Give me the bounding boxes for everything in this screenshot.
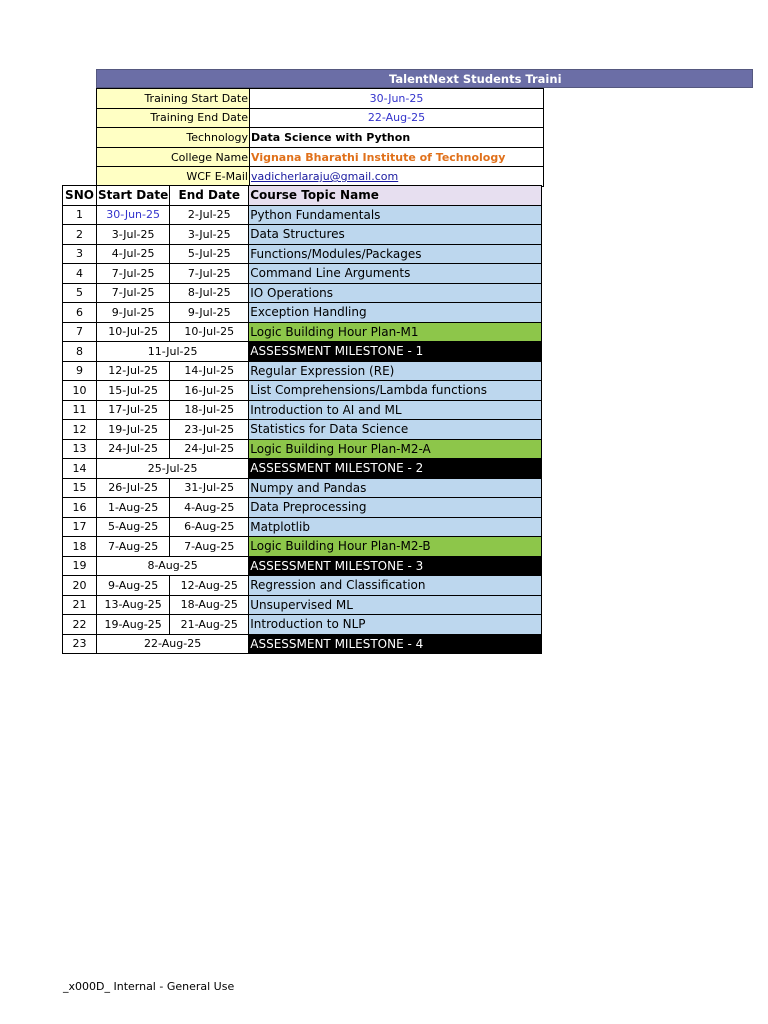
row-start-date: 26-Jul-25 xyxy=(97,478,170,498)
row-end-date: 8-Jul-25 xyxy=(170,283,249,303)
row-end-date: 12-Aug-25 xyxy=(170,576,249,596)
row-course-topic: Regular Expression (RE) xyxy=(249,361,542,381)
row-course-topic: ASSESSMENT MILESTONE - 4 xyxy=(249,634,542,654)
row-sno: 13 xyxy=(63,439,97,459)
row-sno: 3 xyxy=(63,244,97,264)
schedule-row xyxy=(63,537,542,557)
row-sno: 5 xyxy=(63,283,97,303)
row-start-date: 12-Jul-25 xyxy=(97,361,170,381)
row-course-topic: ASSESSMENT MILESTONE - 1 xyxy=(249,342,542,362)
schedule-row xyxy=(63,322,542,342)
info-label: College Name xyxy=(97,147,250,167)
row-course-topic: Data Preprocessing xyxy=(249,498,542,518)
row-end-date: 4-Aug-25 xyxy=(170,498,249,518)
row-sno: 4 xyxy=(63,264,97,284)
header-start-date: Start Date xyxy=(97,186,170,206)
row-sno: 16 xyxy=(63,498,97,518)
row-end-date: 31-Jul-25 xyxy=(170,478,249,498)
row-course-topic: Functions/Modules/Packages xyxy=(249,244,542,264)
schedule-header-row xyxy=(63,186,542,206)
row-sno: 9 xyxy=(63,361,97,381)
training-info-table xyxy=(96,88,544,187)
row-sno: 17 xyxy=(63,517,97,537)
row-start-date: 30-Jun-25 xyxy=(97,205,170,225)
row-start-date: 24-Jul-25 xyxy=(97,439,170,459)
row-assessment-date: 22-Aug-25 xyxy=(97,634,249,654)
info-value: Data Science with Python xyxy=(250,128,544,148)
row-sno: 6 xyxy=(63,303,97,323)
row-start-date: 13-Aug-25 xyxy=(97,595,170,615)
row-course-topic: Exception Handling xyxy=(249,303,542,323)
header-sno: SNO xyxy=(63,186,97,206)
schedule-row xyxy=(63,439,542,459)
schedule-row xyxy=(63,225,542,245)
row-course-topic: Regression and Classification xyxy=(249,576,542,596)
schedule-row xyxy=(63,264,542,284)
row-sno: 18 xyxy=(63,537,97,557)
row-start-date: 10-Jul-25 xyxy=(97,322,170,342)
row-course-topic: Logic Building Hour Plan-M1 xyxy=(249,322,542,342)
row-sno: 10 xyxy=(63,381,97,401)
info-value: Vignana Bharathi Institute of Technology xyxy=(250,147,544,167)
schedule-row xyxy=(63,498,542,518)
row-start-date: 19-Jul-25 xyxy=(97,420,170,440)
row-end-date: 2-Jul-25 xyxy=(170,205,249,225)
row-end-date: 23-Jul-25 xyxy=(170,420,249,440)
info-row xyxy=(97,89,544,109)
row-end-date: 7-Aug-25 xyxy=(170,537,249,557)
schedule-row xyxy=(63,381,542,401)
row-course-topic: ASSESSMENT MILESTONE - 2 xyxy=(249,459,542,479)
info-row xyxy=(97,167,544,187)
row-sno: 1 xyxy=(63,205,97,225)
row-course-topic: Logic Building Hour Plan-M2-B xyxy=(249,537,542,557)
row-end-date: 24-Jul-25 xyxy=(170,439,249,459)
schedule-row xyxy=(63,517,542,537)
row-course-topic: List Comprehensions/Lambda functions xyxy=(249,381,542,401)
row-sno: 23 xyxy=(63,634,97,654)
row-sno: 14 xyxy=(63,459,97,479)
row-end-date: 6-Aug-25 xyxy=(170,517,249,537)
row-end-date: 18-Jul-25 xyxy=(170,400,249,420)
row-assessment-date: 25-Jul-25 xyxy=(97,459,249,479)
info-label: WCF E-Mail xyxy=(97,167,250,187)
row-start-date: 9-Jul-25 xyxy=(97,303,170,323)
row-start-date: 17-Jul-25 xyxy=(97,400,170,420)
schedule-row xyxy=(63,303,542,323)
row-start-date: 9-Aug-25 xyxy=(97,576,170,596)
header-course-topic: Course Topic Name xyxy=(249,186,542,206)
row-assessment-date: 8-Aug-25 xyxy=(97,556,249,576)
row-start-date: 7-Aug-25 xyxy=(97,537,170,557)
row-end-date: 14-Jul-25 xyxy=(170,361,249,381)
row-sno: 19 xyxy=(63,556,97,576)
row-end-date: 9-Jul-25 xyxy=(170,303,249,323)
row-course-topic: Numpy and Pandas xyxy=(249,478,542,498)
row-sno: 7 xyxy=(63,322,97,342)
row-course-topic: Data Structures xyxy=(249,225,542,245)
row-course-topic: IO Operations xyxy=(249,283,542,303)
schedule-row xyxy=(63,420,542,440)
schedule-row xyxy=(63,205,542,225)
schedule-row xyxy=(63,615,542,635)
row-start-date: 19-Aug-25 xyxy=(97,615,170,635)
title-bar xyxy=(96,69,753,88)
schedule-row xyxy=(63,361,542,381)
email-link[interactable]: vadicherlaraju@gmail.com xyxy=(250,167,544,187)
row-assessment-date: 11-Jul-25 xyxy=(97,342,249,362)
info-row xyxy=(97,128,544,148)
row-sno: 22 xyxy=(63,615,97,635)
row-end-date: 18-Aug-25 xyxy=(170,595,249,615)
schedule-row xyxy=(63,556,542,576)
row-course-topic: Command Line Arguments xyxy=(249,264,542,284)
header-end-date: End Date xyxy=(170,186,249,206)
row-sno: 11 xyxy=(63,400,97,420)
row-sno: 15 xyxy=(63,478,97,498)
row-start-date: 7-Jul-25 xyxy=(97,283,170,303)
row-end-date: 10-Jul-25 xyxy=(170,322,249,342)
info-label: Training Start Date xyxy=(97,89,250,109)
info-row xyxy=(97,147,544,167)
schedule-row xyxy=(63,244,542,264)
schedule-row xyxy=(63,595,542,615)
row-end-date: 3-Jul-25 xyxy=(170,225,249,245)
row-start-date: 5-Aug-25 xyxy=(97,517,170,537)
row-course-topic: ASSESSMENT MILESTONE - 3 xyxy=(249,556,542,576)
row-start-date: 15-Jul-25 xyxy=(97,381,170,401)
schedule-row xyxy=(63,634,542,654)
schedule-row xyxy=(63,400,542,420)
row-end-date: 7-Jul-25 xyxy=(170,264,249,284)
schedule-row xyxy=(63,283,542,303)
row-sno: 8 xyxy=(63,342,97,362)
schedule-row xyxy=(63,459,542,479)
row-course-topic: Matplotlib xyxy=(249,517,542,537)
footer-classification: _x000D_ Internal - General Use xyxy=(63,980,235,993)
row-course-topic: Logic Building Hour Plan-M2-A xyxy=(249,439,542,459)
row-start-date: 3-Jul-25 xyxy=(97,225,170,245)
row-course-topic: Introduction to NLP xyxy=(249,615,542,635)
info-label: Technology xyxy=(97,128,250,148)
schedule-row xyxy=(63,478,542,498)
info-label: Training End Date xyxy=(97,108,250,128)
info-value: 30-Jun-25 xyxy=(250,89,544,109)
row-start-date: 4-Jul-25 xyxy=(97,244,170,264)
row-end-date: 16-Jul-25 xyxy=(170,381,249,401)
row-sno: 20 xyxy=(63,576,97,596)
sheet-title: TalentNext Students Traini xyxy=(389,72,562,86)
info-value: 22-Aug-25 xyxy=(250,108,544,128)
row-start-date: 7-Jul-25 xyxy=(97,264,170,284)
row-end-date: 5-Jul-25 xyxy=(170,244,249,264)
row-end-date: 21-Aug-25 xyxy=(170,615,249,635)
row-start-date: 1-Aug-25 xyxy=(97,498,170,518)
schedule-table xyxy=(62,185,542,654)
row-course-topic: Introduction to AI and ML xyxy=(249,400,542,420)
row-sno: 12 xyxy=(63,420,97,440)
row-sno: 2 xyxy=(63,225,97,245)
info-row xyxy=(97,108,544,128)
row-sno: 21 xyxy=(63,595,97,615)
schedule-row xyxy=(63,576,542,596)
row-course-topic: Statistics for Data Science xyxy=(249,420,542,440)
row-course-topic: Unsupervised ML xyxy=(249,595,542,615)
schedule-row xyxy=(63,342,542,362)
row-course-topic: Python Fundamentals xyxy=(249,205,542,225)
